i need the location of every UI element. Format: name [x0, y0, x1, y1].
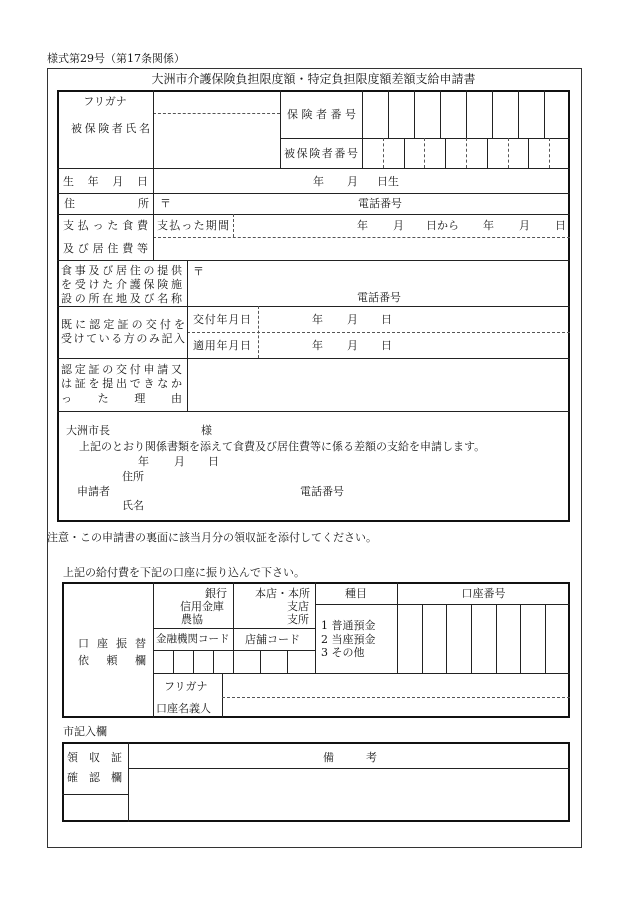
declaration-day-unit: 日	[208, 455, 219, 468]
applicant-address-field[interactable]	[150, 468, 550, 483]
facility-phone-label: 電話番号	[357, 291, 401, 304]
address-label: 住所	[64, 197, 149, 210]
receipt-confirmation-field[interactable]	[63, 795, 127, 821]
account-holder-field[interactable]	[223, 698, 569, 717]
account-holder-label: 口座名義人	[156, 702, 211, 715]
account-type-option: 1 普通預金	[321, 619, 376, 632]
facility-postal-mark: 〒	[193, 265, 204, 278]
bank-code-field[interactable]	[154, 651, 232, 672]
institution-type-credit-union: 信用金庫	[180, 600, 224, 613]
issue-month-unit: 月	[347, 313, 358, 326]
receipt-label-line: 確認欄	[67, 771, 122, 784]
apply-date-label: 適用年月日	[193, 339, 251, 352]
form-title: 大洲市介護保険負担限度額・特定負担限度額差額支給申請書	[151, 72, 476, 86]
period-from-day: 日から	[426, 219, 459, 232]
insured-name-label: 被保険者氏名	[71, 122, 150, 135]
applicant-phone-label: 電話番号	[300, 485, 344, 498]
bank-code-label: 金融機関コード	[156, 633, 230, 645]
reason-label-line: は証を提出できなか	[61, 377, 182, 390]
branch-type-sub-branch: 支所	[287, 613, 309, 626]
paid-amount-field[interactable]	[154, 238, 569, 259]
bank-section-label-line: 口座振替	[78, 637, 146, 650]
form-number: 様式第29号（第17条関係）	[47, 52, 185, 65]
applicant-name-label: 氏名	[122, 499, 144, 512]
insurer-number-field[interactable]	[363, 91, 569, 137]
grid-line	[153, 628, 315, 629]
addressee: 大洲市長	[66, 424, 110, 437]
facility-label-line: 食事及び居住の提供	[61, 264, 182, 277]
certificate-label-line: 既に認定証の交付を	[61, 318, 185, 331]
account-type-option: 2 当座預金	[321, 633, 376, 646]
attachment-note: 注意・この申請書の裏面に該当月分の領収証を添付してください。	[47, 531, 377, 544]
declaration-statement: 上記のとおり関係書類を添えて食費及び居住費等に係る差額の支給を申請します。	[79, 440, 486, 453]
issue-day-unit: 日	[381, 313, 392, 326]
issue-date-field[interactable]	[259, 307, 569, 331]
insured-number-label: 被保険者番号	[284, 147, 358, 160]
institution-type-agri-coop: 農協	[181, 613, 203, 626]
period-from-year: 年	[357, 219, 368, 232]
applicant-address-label: 住所	[122, 470, 144, 483]
branch-type-branch: 支店	[287, 600, 309, 613]
remarks-field[interactable]	[129, 769, 569, 821]
furigana-label: フリガナ	[83, 95, 127, 108]
declaration-month-unit: 月	[174, 455, 185, 468]
period-to-year: 年	[483, 219, 494, 232]
applicant-phone-field[interactable]	[350, 483, 550, 498]
insured-name-field[interactable]	[154, 114, 279, 167]
account-number-label: 口座番号	[461, 587, 506, 600]
apply-date-field[interactable]	[259, 333, 569, 357]
reason-field[interactable]	[188, 359, 569, 410]
period-from-month: 月	[393, 219, 404, 232]
birth-day-unit: 日生	[377, 175, 399, 188]
paid-period-label: 支払った期間	[157, 219, 229, 232]
applicant-label: 申請者	[77, 485, 110, 498]
apply-month-unit: 月	[347, 339, 358, 352]
account-type-option: 3 その他	[321, 646, 365, 659]
branch-code-field[interactable]	[234, 651, 314, 672]
bank-section-label-line: 依頼欄	[78, 654, 146, 667]
birth-year-unit: 年	[313, 175, 324, 188]
branch-code-label: 店舗コード	[245, 633, 300, 646]
insured-number-field[interactable]	[363, 139, 569, 167]
insurer-number-label: 保険者番号	[287, 108, 356, 121]
city-use-label: 市記入欄	[63, 725, 107, 738]
period-to-day: 日	[555, 219, 566, 232]
declaration-year-unit: 年	[138, 455, 149, 468]
grid-line	[57, 411, 570, 412]
holder-furigana-label: フリガナ	[164, 680, 208, 693]
reason-label-line: 認定証の交付申請又	[61, 363, 182, 376]
period-to-month: 月	[519, 219, 530, 232]
birth-month-unit: 月	[347, 175, 358, 188]
birth-date-field[interactable]	[154, 169, 569, 192]
insured-furigana-field[interactable]	[154, 91, 279, 112]
payment-label-line1: 支払った食費	[63, 219, 148, 232]
account-number-field[interactable]	[398, 605, 569, 672]
reason-label-line: った理由	[61, 392, 182, 405]
applicant-name-field[interactable]	[150, 498, 550, 513]
birth-date-label: 生年月日	[63, 175, 148, 188]
account-type-label: 種目	[345, 587, 367, 600]
phone-label: 電話番号	[358, 197, 402, 210]
apply-year-unit: 年	[312, 339, 323, 352]
institution-type-bank: 銀行	[205, 587, 227, 600]
holder-furigana-field[interactable]	[223, 674, 569, 696]
issue-year-unit: 年	[312, 313, 323, 326]
receipt-label-line: 領収証	[67, 751, 122, 764]
addressee-honorific: 様	[201, 424, 212, 437]
grid-line	[280, 90, 281, 168]
facility-label-line: を受けた介護保険施	[61, 278, 182, 291]
facility-label-line: 設の所在地及び名称	[61, 292, 182, 305]
certificate-label-line: 受けている方のみ記入	[61, 332, 185, 345]
transfer-instruction: 上記の給付費を下記の口座に振り込んで下さい。	[63, 566, 305, 579]
branch-type-head-office: 本店・本所	[255, 587, 310, 600]
remarks-label: 備考	[323, 751, 377, 764]
apply-day-unit: 日	[381, 339, 392, 352]
payment-label-line2: 及び居住費等	[63, 242, 148, 255]
issue-date-label: 交付年月日	[193, 313, 251, 326]
postal-mark: 〒	[160, 197, 171, 210]
